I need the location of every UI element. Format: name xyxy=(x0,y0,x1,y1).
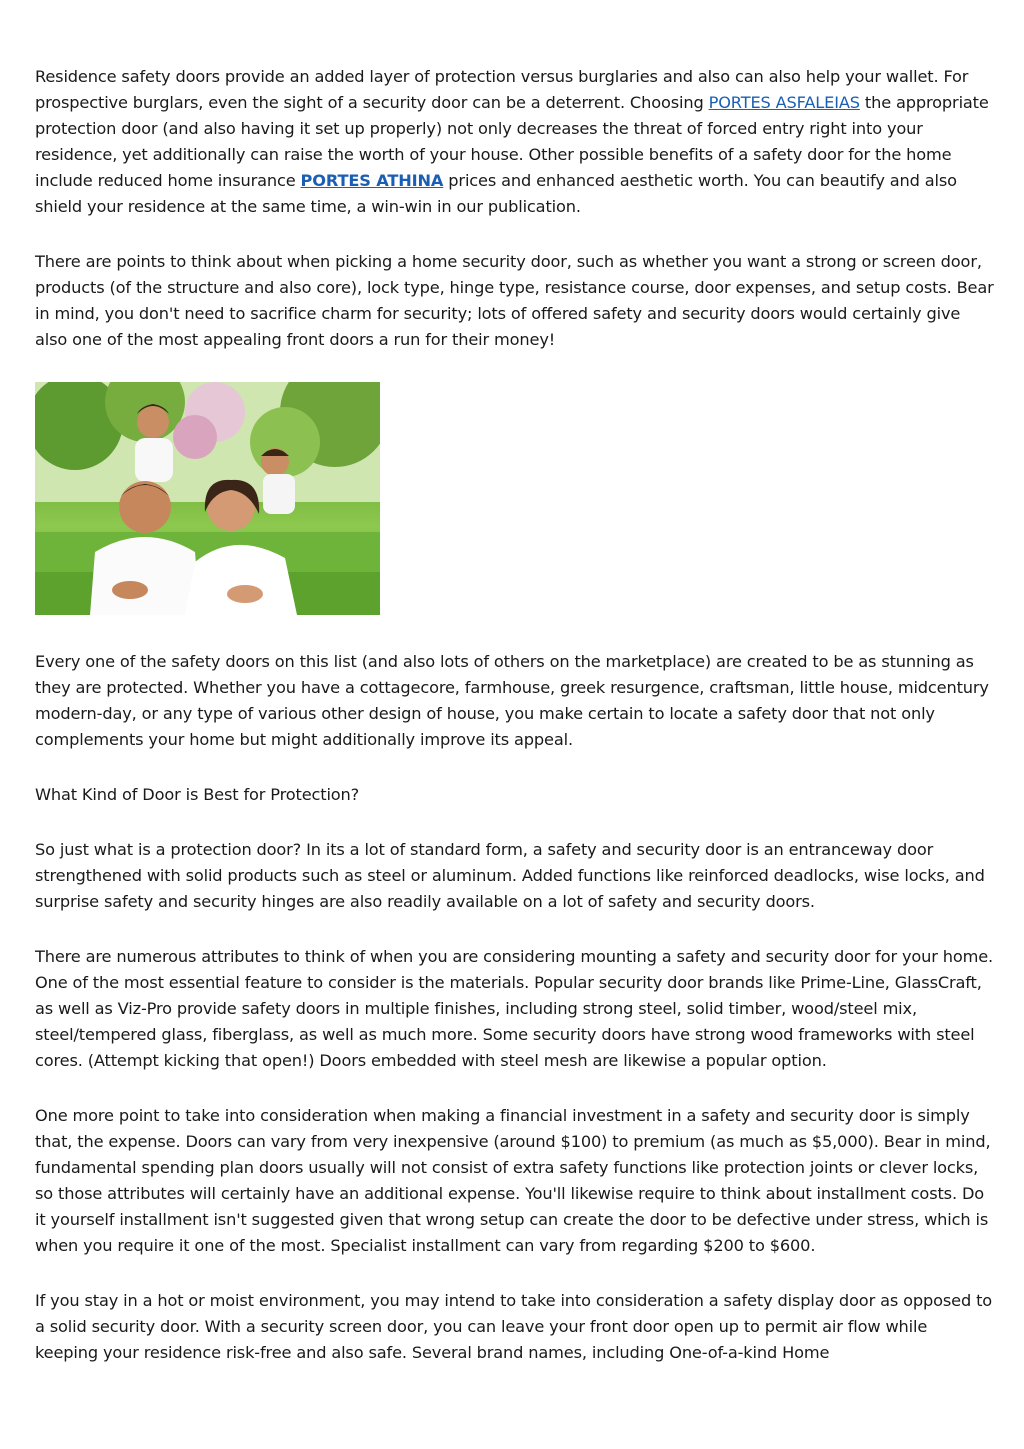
paragraph-considerations: There are points to think about when picking a home security door, such as whether you want a strong or screen door, products (of the structure and also core), lock type, hinge type, resistance course, door expenses, and setup costs. Bear in mind, you don't need to sacrifice charm for security; lots of offered safety and security doors would certainly give also one of the most appealing front doors a run for their money! xyxy=(35,252,994,349)
paragraph-heading-question: What Kind of Door is Best for Protection? xyxy=(35,785,360,804)
intro-text-2: the appropriate protection door (and also having it set up properly) not only decreases the threat of forced entry right into your residence, yet additionally can raise the worth of your house. Other possible benefits of a safety door for the home include reduced home insurance xyxy=(35,93,989,190)
family-photo-illustration xyxy=(35,382,380,615)
paragraph-screen-doors: If you stay in a hot or moist environment, you may intend to take into consideration a safety display door as opposed to a solid security door. With a security screen door, you can leave your front door open up to permit air flow while keeping your residence risk-free and also safe. Several brand names, including One-of-a-kind Home xyxy=(35,1291,993,1362)
paragraph-materials: There are numerous attributes to think of when you are considering mounting a safety and security door for your home. One of the most essential feature to consider is the materials. Popular security door brands like Prime-Line, GlassCraft, as well as Viz-Pro provide safety doors in multiple finishes, including strong steel, solid timber, wood/steel mix, steel/tempered glass, fiberglass, as well as much more. Some security doors have strong wood frameworks with steel cores. (Attempt kicking that open!) Doors embedded with steel mesh are likewise a popular option. xyxy=(35,947,994,1070)
intro-text-3: prices and enhanced aesthetic worth. You can beautify and also shield your residence at the same time, a win-win in our publication. xyxy=(35,171,957,216)
link-portes-athina[interactable]: PORTES ATHINA xyxy=(300,171,444,190)
intro-text-1: Residence safety doors provide an added layer of protection versus burglaries and also can also help your wallet. For prospective burglars, even the sight of a security door can be a deterrent. Choosing xyxy=(35,67,969,112)
family-photo xyxy=(35,382,380,615)
paragraph-intro xyxy=(35,64,995,220)
document-body xyxy=(35,64,995,1395)
paragraph-costs: One more point to take into consideration when making a financial investment in a safety and security door is simply that, the expense. Doors can vary from very inexpensive (around $100) to premium (as much as $5,000). Bear in mind, fundamental spending plan doors usually will not consist of extra safety functions like protection joints or clever locks, so those attributes will certainly have an additional expense. You'll likewise require to think about installment costs. Do it yourself installment isn't suggested given that wrong setup can create the door to be defective under stress, which is when you require it one of the most. Specialist installment can vary from regarding $200 to $600. xyxy=(35,1106,991,1255)
link-portes-asfaleias[interactable]: PORTES ASFALEIAS xyxy=(708,93,860,112)
paragraph-definition: So just what is a protection door? In its a lot of standard form, a safety and security door is an entranceway door strengthened with solid products such as steel or aluminum. Added functions like reinforced deadlocks, wise locks, and surprise safety and security hinges are also readily available on a lot of safety and security doors. xyxy=(35,840,985,911)
paragraph-styles: Every one of the safety doors on this list (and also lots of others on the marketplace) are created to be as stunning as they are protected. Whether you have a cottagecore, farmhouse, greek resurgence, craftsman, little house, midcentury modern-day, or any type of various other design of house, you make certain to locate a safety door that not only complements your home but might additionally improve its appeal. xyxy=(35,652,989,749)
